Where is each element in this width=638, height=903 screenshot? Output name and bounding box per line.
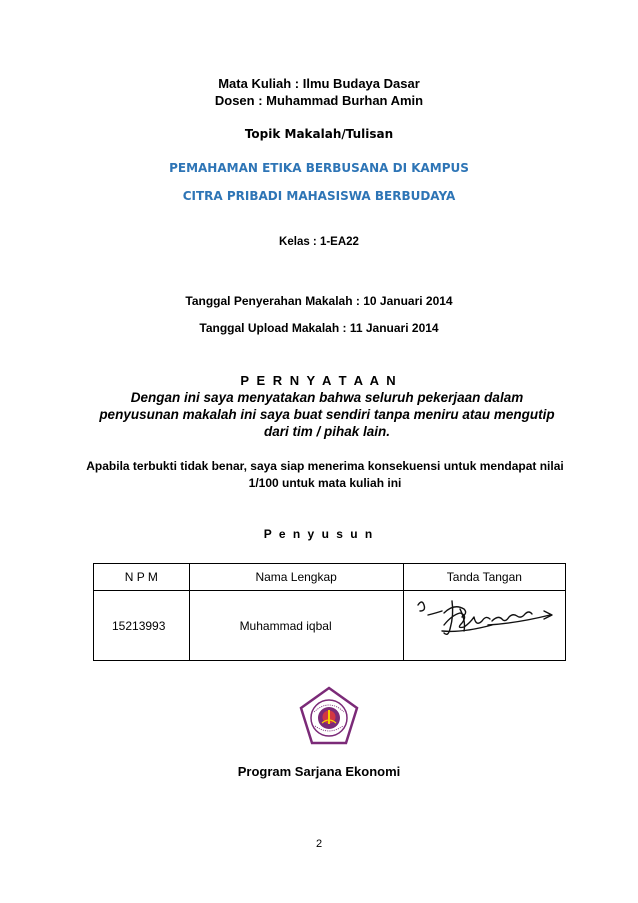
header-name: Nama Lengkap bbox=[189, 564, 403, 591]
program-name: Program Sarjana Ekonomi bbox=[237, 764, 401, 779]
course-line: Mata Kuliah : Ilmu Budaya Dasar bbox=[218, 76, 420, 91]
university-emblem-icon bbox=[298, 686, 360, 746]
topic-title-line1: PEMAHAMAN ETIKA BERBUSANA DI KAMPUS bbox=[169, 161, 469, 175]
header-signature: Tanda Tangan bbox=[403, 564, 565, 591]
upload-date: Tanggal Upload Makalah : 11 Januari 2014 bbox=[199, 321, 439, 335]
author-table bbox=[93, 563, 566, 661]
statement-heading: P E R N Y A T A A N bbox=[240, 373, 398, 388]
class-info: Kelas : 1-EA22 bbox=[279, 236, 359, 248]
submission-date: Tanggal Penyerahan Makalah : 10 Januari 2014 bbox=[185, 294, 453, 308]
topic-title-line2: CITRA PRIBADI MAHASISWA BERBUDAYA bbox=[182, 189, 456, 203]
npm-cell: 15213993 bbox=[94, 591, 190, 661]
signature-image bbox=[404, 591, 564, 657]
consequence-text: Apabila terbukti tidak benar, saya siap menerima konsekuensi untuk mendapat nilai 1/100 untuk mata kuliah ini bbox=[86, 459, 564, 490]
name-cell: Muhammad iqbal bbox=[189, 591, 403, 661]
header-npm: N P M bbox=[94, 564, 190, 591]
page-number: 2 bbox=[315, 838, 323, 850]
lecturer-line: Dosen : Muhammad Burhan Amin bbox=[214, 93, 424, 108]
university-logo bbox=[298, 686, 360, 746]
topic-label: Topik Makalah/Tulisan bbox=[244, 127, 394, 141]
author-heading: P e n y u s u n bbox=[263, 527, 375, 541]
table-header-row bbox=[94, 564, 566, 591]
table-row bbox=[94, 591, 566, 661]
signature-cell bbox=[403, 591, 565, 661]
statement-text: Dengan ini saya menyatakan bahwa seluruh pekerjaan dalam penyusunan makalah ini saya buat sendiri tanpa meniru atau mengutip dari tim / pihak lain. bbox=[99, 390, 555, 439]
